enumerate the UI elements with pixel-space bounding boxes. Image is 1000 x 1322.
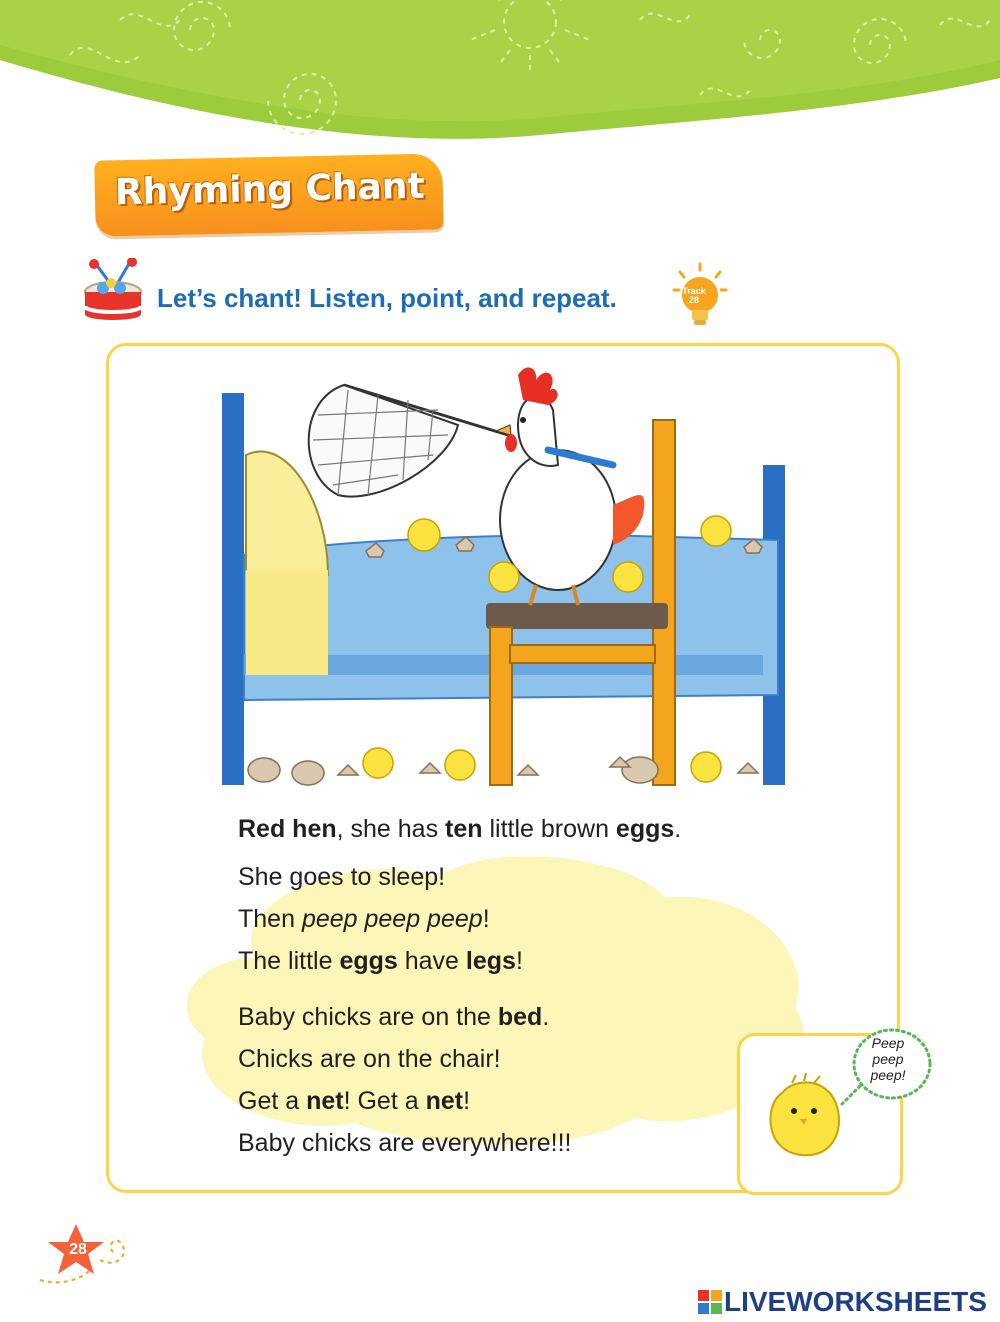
chant-line bbox=[238, 815, 681, 844]
section-title: Rhyming Chant bbox=[114, 165, 426, 214]
chant-run: ! Get a bbox=[343, 1087, 426, 1115]
chant-line bbox=[238, 1129, 571, 1158]
liveworksheets-icon bbox=[698, 1290, 722, 1314]
chant-line bbox=[238, 1045, 501, 1074]
chant-run: peep peep peep bbox=[301, 905, 483, 933]
keyword: net bbox=[425, 1087, 464, 1115]
liveworksheets-logo[interactable] bbox=[698, 1286, 996, 1318]
chant-run: Then bbox=[238, 905, 302, 933]
chant-run: She goes to sleep! bbox=[238, 863, 446, 891]
chant-run: have bbox=[397, 947, 466, 975]
hen-and-chicks-illustration bbox=[218, 355, 808, 795]
chant-line bbox=[238, 1087, 470, 1116]
page-number: 28 bbox=[69, 1241, 87, 1258]
drum-icon bbox=[78, 258, 148, 326]
chant-run: little brown bbox=[482, 815, 616, 843]
chant-line bbox=[238, 1003, 549, 1032]
chant-run: , she has bbox=[336, 815, 446, 843]
chant-line bbox=[238, 905, 490, 934]
keyword: ten bbox=[445, 815, 483, 843]
speech-bubble-text: Peep peep peep! bbox=[870, 1035, 906, 1083]
chant-run: . bbox=[542, 1003, 550, 1031]
keyword: eggs bbox=[615, 815, 675, 843]
chant-run: Chicks are on the chair! bbox=[238, 1045, 501, 1073]
chant-run: . bbox=[674, 815, 682, 843]
keyword: Red hen bbox=[238, 815, 337, 843]
chant-line bbox=[238, 863, 445, 892]
chant-run: ! bbox=[463, 1087, 471, 1115]
keyword: net bbox=[306, 1087, 344, 1115]
track-label: Track 28 bbox=[682, 286, 706, 305]
chant-run: Get a bbox=[238, 1087, 307, 1115]
chant-run: Baby chicks are on the bbox=[238, 1003, 498, 1031]
top-banner bbox=[0, 0, 1000, 150]
chant-run: Baby chicks are everywhere!!! bbox=[238, 1129, 572, 1157]
section-title-tab bbox=[94, 153, 444, 236]
keyword: legs bbox=[465, 947, 516, 975]
instruction-text: Let’s chant! Listen, point, and repeat. bbox=[157, 283, 617, 313]
chick-icon bbox=[762, 1073, 846, 1159]
chant-run: ! bbox=[515, 947, 523, 975]
brand-name: LIVEWORKSHEETS bbox=[724, 1286, 987, 1317]
keyword: bed bbox=[497, 1003, 543, 1031]
chant-line bbox=[238, 947, 523, 976]
keyword: eggs bbox=[339, 947, 398, 975]
chant-run: The little bbox=[238, 947, 340, 975]
chant-run: ! bbox=[482, 905, 490, 933]
